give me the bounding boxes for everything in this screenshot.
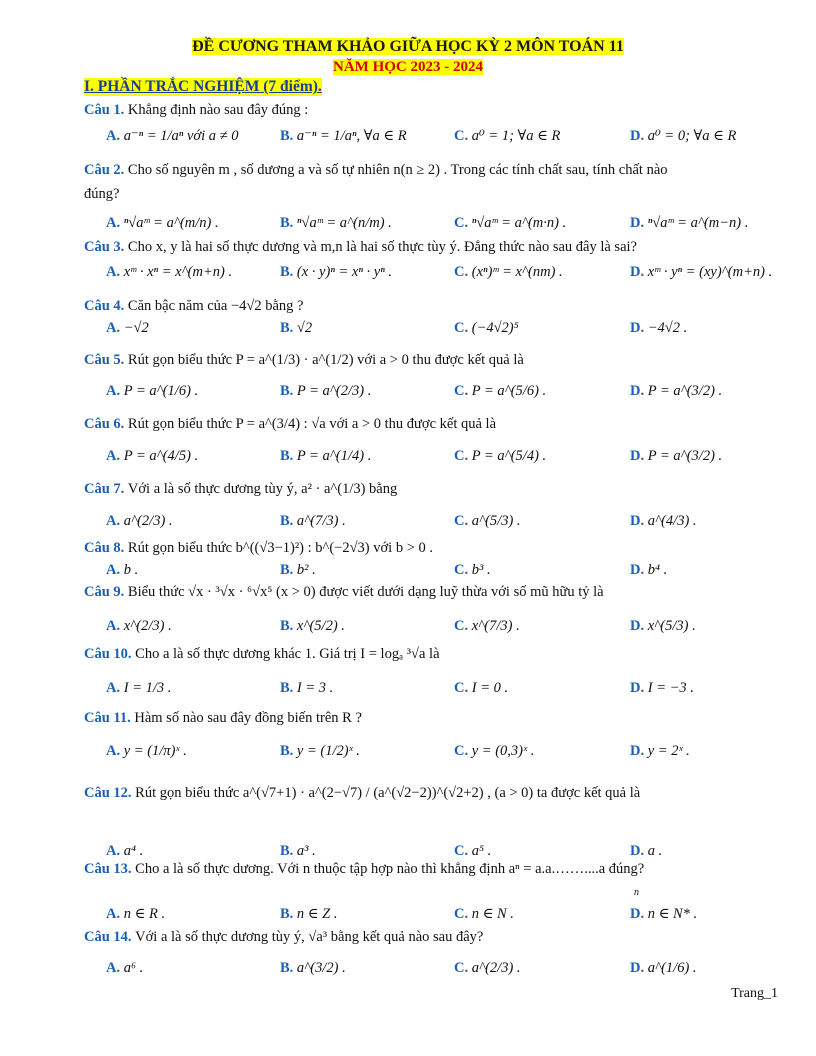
option-text: I = 0 .: [471, 680, 509, 696]
option-text: x^(5/2) .: [296, 618, 345, 634]
option-c[interactable]: [454, 448, 546, 465]
question-6: [84, 416, 496, 433]
question-label: Câu 3.: [84, 239, 128, 255]
option-letter: B.: [280, 383, 297, 399]
option-c[interactable]: [454, 383, 546, 400]
question-text: Khẳng định nào sau đây đúng :: [127, 102, 309, 118]
option-text: P = a^(2/3) .: [296, 383, 372, 399]
option-letter: D.: [630, 618, 648, 634]
option-d[interactable]: [630, 906, 697, 923]
option-text: a^(3/2) .: [296, 960, 346, 976]
option-text: (−4√2)⁵: [471, 320, 519, 336]
question-text: Rút gọn biểu thức P = a^(3/4) : √a với a > 0 thu được kết quả là: [127, 416, 497, 432]
question-label: Câu 8.: [84, 540, 128, 556]
question-text: Cho a là số thực dương khác 1. Giá trị I = logₐ ³√a là: [135, 646, 440, 662]
option-c[interactable]: [454, 843, 491, 860]
option-letter: A.: [106, 383, 124, 399]
question-label: Câu 6.: [84, 416, 128, 432]
option-text: ⁿ√aᵐ = a^(n/m) .: [296, 215, 392, 231]
question-label: Câu 13.: [84, 861, 136, 877]
option-b[interactable]: [280, 618, 345, 635]
option-letter: D.: [630, 562, 648, 578]
question-label: Câu 5.: [84, 352, 128, 368]
option-c[interactable]: [454, 618, 520, 635]
option-text: b .: [123, 562, 139, 578]
question-text: Cho a là số thực dương. Với n thuộc tập hợp nào thì khẳng định aⁿ = a.a.……....a đúng?: [135, 861, 645, 877]
question-label: Câu 12.: [84, 785, 136, 801]
option-letter: D.: [630, 383, 648, 399]
option-text: a⁻ⁿ = 1/aⁿ với a ≠ 0: [123, 128, 239, 144]
option-d[interactable]: [630, 562, 667, 579]
option-letter: C.: [454, 383, 472, 399]
option-letter: D.: [630, 215, 648, 231]
option-d[interactable]: [630, 320, 687, 337]
option-d[interactable]: [630, 743, 690, 760]
option-letter: D.: [630, 743, 648, 759]
option-letter: C.: [454, 906, 472, 922]
option-letter: C.: [454, 562, 472, 578]
option-d[interactable]: [630, 383, 722, 400]
option-text: ⁿ√aᵐ = a^(m/n) .: [123, 215, 219, 231]
option-d[interactable]: [630, 680, 694, 697]
option-letter: C.: [454, 680, 472, 696]
option-text: −√2: [123, 320, 149, 336]
option-text: n ∈ Z .: [296, 906, 338, 922]
option-text: n ∈ N* .: [647, 906, 698, 922]
question-text: Với a là số thực dương tùy ý, a² · a^(1/3) bằng: [127, 481, 398, 497]
option-letter: D.: [630, 843, 648, 859]
option-letter: B.: [280, 680, 297, 696]
question-9: [84, 584, 604, 601]
option-text: y = (0,3)ˣ .: [471, 743, 535, 759]
option-letter: C.: [454, 448, 472, 464]
option-text: xᵐ · yⁿ = (xy)^(m+n) .: [647, 264, 773, 280]
option-letter: D.: [630, 320, 648, 336]
option-text: a^(4/3) .: [647, 513, 697, 529]
option-letter: A.: [106, 513, 124, 529]
option-d[interactable]: [630, 128, 736, 145]
option-letter: B.: [280, 843, 297, 859]
option-text: n ∈ N .: [471, 906, 514, 922]
option-c[interactable]: [454, 215, 566, 232]
option-text: a⁰ = 0; ∀a ∈ R: [647, 128, 737, 144]
question-label: Câu 1.: [84, 102, 128, 118]
option-letter: B.: [280, 320, 297, 336]
option-letter: D.: [630, 448, 648, 464]
question-text: Cho x, y là hai số thực dương và m,n là hai số thực tùy ý. Đẳng thức nào sau đây là sai?: [127, 239, 637, 255]
option-letter: B.: [280, 448, 297, 464]
option-letter: C.: [454, 264, 472, 280]
option-text: a .: [647, 843, 663, 859]
option-b[interactable]: [280, 906, 337, 923]
question-11: [84, 710, 362, 727]
question-5: [84, 352, 524, 369]
option-text: xᵐ · xⁿ = x^(m+n) .: [123, 264, 233, 280]
option-text: y = 2ˣ .: [647, 743, 690, 759]
option-text: y = (1/2)ˣ .: [296, 743, 360, 759]
option-letter: C.: [454, 960, 472, 976]
option-c[interactable]: [454, 128, 560, 145]
option-a[interactable]: [106, 320, 149, 337]
option-text: b² .: [296, 562, 316, 578]
option-letter: D.: [630, 264, 648, 280]
question-label: Câu 9.: [84, 584, 128, 600]
question-2: [84, 162, 668, 179]
option-a[interactable]: [106, 843, 143, 860]
option-a[interactable]: [106, 743, 187, 760]
question-10: [84, 646, 440, 663]
option-letter: C.: [454, 513, 472, 529]
option-d[interactable]: [630, 215, 748, 232]
question-text: Hàm số nào sau đây đồng biến trên R ?: [134, 710, 362, 726]
option-text: P = a^(3/2) .: [647, 448, 723, 464]
option-text: y = (1/π)ˣ .: [123, 743, 187, 759]
option-text: I = −3 .: [647, 680, 694, 696]
option-letter: C.: [454, 215, 472, 231]
option-text: √2: [296, 320, 313, 336]
option-b[interactable]: [280, 448, 371, 465]
option-text: a^(7/3) .: [296, 513, 346, 529]
option-letter: A.: [106, 128, 124, 144]
option-c[interactable]: [454, 562, 491, 579]
option-text: a^(1/6) .: [647, 960, 697, 976]
option-text: b⁴ .: [647, 562, 668, 578]
option-text: a⁶ .: [123, 960, 144, 976]
option-text: ⁿ√aᵐ = a^(m−n) .: [647, 215, 749, 231]
option-d[interactable]: [630, 618, 696, 635]
option-a[interactable]: [106, 562, 138, 579]
question-label: Câu 4.: [84, 298, 128, 314]
option-text: P = a^(5/4) .: [471, 448, 547, 464]
option-letter: B.: [280, 618, 297, 634]
option-letter: C.: [454, 618, 472, 634]
question-text: Căn bậc năm của −4√2 bằng ?: [127, 298, 304, 314]
option-letter: B.: [280, 128, 297, 144]
option-b[interactable]: [280, 513, 346, 530]
document-title: ĐỀ CƯƠNG THAM KHẢO GIỮA HỌC KỲ 2 MÔN TOÁN 11: [192, 38, 624, 55]
question-text: Biểu thức √x · ³√x · ⁶√x⁵ (x > 0) được viết dưới dạng luỹ thừa với số mũ hữu tỷ là: [127, 584, 604, 600]
option-text: a⁵ .: [471, 843, 492, 859]
option-letter: A.: [106, 618, 124, 634]
option-text: a^(2/3) .: [471, 960, 521, 976]
option-letter: B.: [280, 264, 297, 280]
option-letter: D.: [630, 513, 648, 529]
option-letter: A.: [106, 906, 124, 922]
option-letter: C.: [454, 320, 472, 336]
option-d[interactable]: [630, 264, 772, 281]
option-a[interactable]: [106, 448, 198, 465]
option-c[interactable]: [454, 320, 519, 337]
option-c[interactable]: [454, 743, 534, 760]
option-b[interactable]: [280, 743, 360, 760]
option-a[interactable]: [106, 215, 219, 232]
option-letter: A.: [106, 320, 124, 336]
page-number: Trang_1: [731, 986, 778, 1001]
question-text: Rút gọn biểu thức a^(√7+1) · a^(2−√7) / (a^(√2−2))^(√2+2) , (a > 0) ta được kết quả là: [135, 785, 641, 801]
option-text: −4√2 .: [647, 320, 688, 336]
option-letter: D.: [630, 680, 648, 696]
question-text: Cho số nguyên m , số dương a và số tự nhiên n(n ≥ 2) . Trong các tính chất sau, tính chất nào: [127, 162, 668, 178]
question-text-continued: đúng?: [84, 186, 120, 202]
question-text: Với a là số thực dương tùy ý, √a³ bằng kết quả nào sau đây?: [135, 929, 484, 945]
question-12: [84, 785, 640, 802]
option-letter: A.: [106, 562, 124, 578]
question-7: [84, 481, 397, 498]
option-d[interactable]: [630, 448, 722, 465]
option-text: (x · y)ⁿ = xⁿ · yⁿ .: [296, 264, 393, 280]
question-label: Câu 2.: [84, 162, 128, 178]
document-subtitle: NĂM HỌC 2023 - 2024: [333, 59, 483, 75]
option-a[interactable]: [106, 618, 172, 635]
option-letter: B.: [280, 215, 297, 231]
question-1: [84, 102, 308, 119]
option-d[interactable]: [630, 513, 697, 530]
section-heading: I. PHẦN TRẮC NGHIỆM (7 điểm).: [84, 78, 322, 95]
option-b[interactable]: [280, 264, 392, 281]
option-a[interactable]: [106, 264, 232, 281]
option-text: a^(5/3) .: [471, 513, 521, 529]
question-13: [84, 861, 644, 878]
option-letter: C.: [454, 743, 472, 759]
option-b[interactable]: [280, 383, 371, 400]
option-a[interactable]: [106, 383, 198, 400]
option-text: n ∈ R .: [123, 906, 166, 922]
option-d[interactable]: [630, 960, 697, 977]
option-text: ⁿ√aᵐ = a^(m·n) .: [471, 215, 567, 231]
option-letter: B.: [280, 513, 297, 529]
option-text: x^(7/3) .: [471, 618, 520, 634]
option-letter: A.: [106, 843, 124, 859]
question-3: [84, 239, 637, 256]
underbrace-note: n: [634, 887, 639, 898]
option-text: a⁰ = 1; ∀a ∈ R: [471, 128, 561, 144]
option-text: P = a^(3/2) .: [647, 383, 723, 399]
option-text: b³ .: [471, 562, 491, 578]
question-label: Câu 10.: [84, 646, 136, 662]
option-b[interactable]: [280, 562, 316, 579]
option-c[interactable]: [454, 513, 521, 530]
option-letter: A.: [106, 960, 124, 976]
option-text: x^(5/3) .: [647, 618, 696, 634]
question-14: [84, 929, 483, 946]
option-b[interactable]: [280, 215, 392, 232]
option-b[interactable]: [280, 128, 407, 145]
option-letter: B.: [280, 562, 297, 578]
option-d[interactable]: [630, 843, 662, 860]
option-a[interactable]: [106, 128, 239, 145]
question-text: Rút gọn biểu thức P = a^(1/3) · a^(1/2) với a > 0 thu được kết quả là: [127, 352, 524, 368]
question-8: [84, 540, 433, 557]
question-label: Câu 11.: [84, 710, 135, 726]
option-letter: D.: [630, 906, 648, 922]
option-b[interactable]: [280, 680, 333, 697]
option-letter: D.: [630, 128, 648, 144]
option-b[interactable]: [280, 843, 316, 860]
option-text: a³ .: [296, 843, 316, 859]
option-b[interactable]: [280, 960, 346, 977]
option-letter: B.: [280, 960, 297, 976]
option-a[interactable]: [106, 906, 165, 923]
option-text: P = a^(1/4) .: [296, 448, 372, 464]
option-c[interactable]: [454, 960, 521, 977]
option-letter: A.: [106, 743, 124, 759]
option-text: a^(2/3) .: [123, 513, 173, 529]
question-label: Câu 14.: [84, 929, 136, 945]
question-4: [84, 298, 304, 315]
option-c[interactable]: [454, 906, 514, 923]
option-text: P = a^(5/6) .: [471, 383, 547, 399]
option-text: P = a^(4/5) .: [123, 448, 199, 464]
question-label: Câu 7.: [84, 481, 128, 497]
option-letter: A.: [106, 215, 124, 231]
option-c[interactable]: [454, 264, 563, 281]
question-text: Rút gọn biểu thức b^((√3−1)²) : b^(−2√3) với b > 0 .: [127, 540, 434, 556]
option-a[interactable]: [106, 680, 171, 697]
option-letter: A.: [106, 680, 124, 696]
option-text: P = a^(1/6) .: [123, 383, 199, 399]
option-text: I = 1/3 .: [123, 680, 172, 696]
option-a[interactable]: [106, 960, 143, 977]
option-c[interactable]: [454, 680, 508, 697]
option-text: (xⁿ)ᵐ = x^(nm) .: [471, 264, 563, 280]
option-letter: A.: [106, 264, 124, 280]
option-letter: A.: [106, 448, 124, 464]
option-text: I = 3 .: [296, 680, 334, 696]
option-text: a⁴ .: [123, 843, 144, 859]
option-text: x^(2/3) .: [123, 618, 172, 634]
option-text: a⁻ⁿ = 1/aⁿ, ∀a ∈ R: [296, 128, 407, 144]
option-letter: B.: [280, 906, 297, 922]
option-a[interactable]: [106, 513, 173, 530]
option-letter: B.: [280, 743, 297, 759]
option-letter: C.: [454, 128, 472, 144]
option-letter: D.: [630, 960, 648, 976]
option-letter: C.: [454, 843, 472, 859]
option-b[interactable]: [280, 320, 312, 337]
